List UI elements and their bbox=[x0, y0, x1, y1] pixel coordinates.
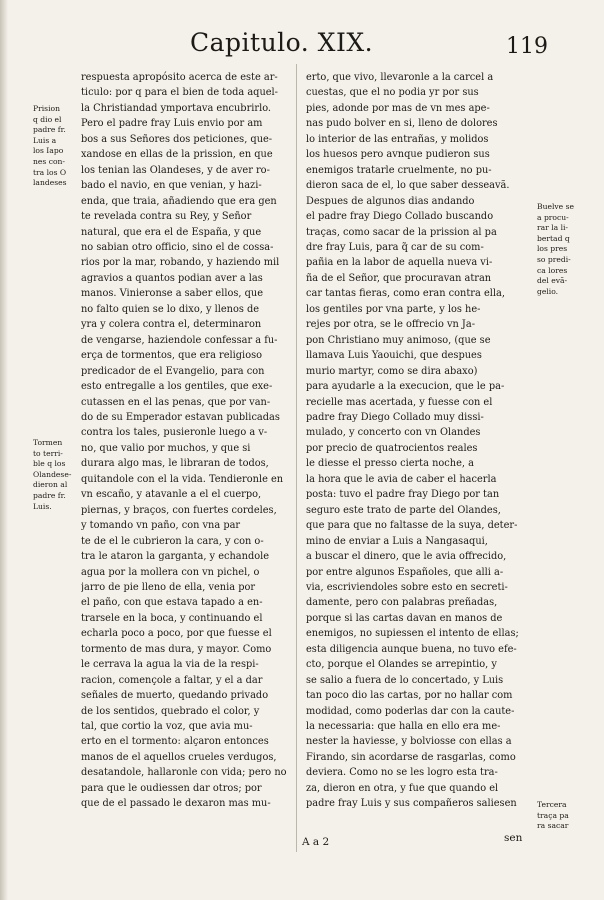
margin-note-line: los Iapo bbox=[33, 146, 64, 156]
text-line: ña de el Señor, que procuravan atran bbox=[306, 272, 492, 284]
text-line: dre fray Luis, para q̃ car de su com- bbox=[306, 241, 484, 253]
text-line: recielle mas acertada, y fuesse con el bbox=[306, 396, 493, 408]
margin-note-left-middle bbox=[33, 438, 79, 512]
text-line: lo interior de las entrañas, y molidos bbox=[306, 133, 489, 145]
margin-note-right-bottom bbox=[537, 800, 601, 832]
margin-note-line: tra los O bbox=[33, 167, 67, 177]
page-number: 119 bbox=[506, 34, 548, 59]
text-line: erto, que vivo, llevaronle a la carcel a bbox=[306, 72, 494, 83]
text-line: la Christiandad ymportava encubrirlo. bbox=[81, 102, 272, 114]
text-line: de vengarse, haziendole confessar a fu- bbox=[81, 334, 278, 346]
text-line: te revelada contra su Rey, y Señor bbox=[81, 211, 252, 223]
text-line: racion, començole a faltar, y el a dar bbox=[81, 674, 263, 686]
text-line: piernas, y braços, con fuertes cordeles, bbox=[81, 504, 277, 516]
text-line: predicador de el Evangelio, para con bbox=[81, 365, 265, 377]
text-line: via, escriviendoles sobre esto en secreti- bbox=[306, 581, 508, 593]
text-line: el padre fray Diego Collado buscando bbox=[306, 211, 494, 223]
text-line: tan poco dio las cartas, por no hallar com bbox=[306, 690, 513, 702]
margin-note-line: padre fr. bbox=[33, 490, 66, 500]
margin-note-line: Luis. bbox=[33, 501, 52, 511]
text-line: y tomando vn paño, con vna par bbox=[81, 520, 241, 532]
text-line: xandose en ellas de la prission, en que bbox=[81, 149, 273, 161]
text-line: manos de el aquellos crueles verdugos, bbox=[81, 751, 277, 763]
text-line: za, dieron en otra, y fue que quando el bbox=[306, 782, 499, 794]
text-line: llamava Luis Yaouichi, que despues bbox=[306, 350, 482, 362]
text-line: pon Christiano muy animoso, (que se bbox=[306, 334, 491, 346]
text-line: tormento de mas dura, y mayor. Como bbox=[81, 643, 272, 655]
margin-note-line: to terri- bbox=[33, 448, 63, 458]
text-line: le diesse el presso cierta noche, a bbox=[306, 458, 474, 470]
text-line: la hora que le avia de caber el hacerla bbox=[306, 473, 497, 485]
margin-note-line: Buelve se bbox=[537, 202, 574, 211]
text-line: erça de tormentos, que era religioso bbox=[81, 350, 263, 362]
text-line: esto entregalle a los gentiles, que exe- bbox=[81, 381, 273, 393]
text-line: padre fray Luis y sus compañeros saliesen bbox=[306, 798, 517, 810]
margin-note-line: q dio el bbox=[33, 114, 62, 124]
text-line: te de el le cubrieron la cara, y con o- bbox=[81, 535, 264, 547]
text-line: padre fray Diego Collado muy dissi- bbox=[306, 411, 484, 423]
margin-note-line: traça pa bbox=[537, 810, 569, 820]
text-line: quitandole con el la vida. Tendieronle en bbox=[81, 473, 284, 485]
text-line: damente, pero con palabras preñadas, bbox=[306, 597, 498, 609]
text-line: agravios a quantos podian aver a las bbox=[81, 272, 263, 284]
chapter-title: Capitulo. XIX. bbox=[190, 28, 374, 57]
text-line: dieron saca de el, lo que saber desseavã. bbox=[306, 180, 510, 192]
text-line: rejes por otra, se le offrecio vn Ja- bbox=[306, 319, 476, 331]
text-line: le cerrava la agua la via de la respi- bbox=[81, 659, 259, 671]
text-line: vn escaño, y atavanle a el el cuerpo, bbox=[81, 489, 262, 501]
column-divider bbox=[296, 64, 297, 852]
margin-note-line: Tercera bbox=[537, 800, 567, 809]
text-line: los huesos pero avnque pudieron sus bbox=[306, 149, 490, 161]
text-line: pañia en la labor de aquella nueva vi- bbox=[306, 257, 493, 269]
text-line: de los sentidos, quebrado el color, y bbox=[81, 705, 260, 717]
signature-mark: A a 2 bbox=[302, 836, 330, 848]
text-line: por entre algunos Españoles, que alli a- bbox=[306, 566, 504, 578]
text-line: no sabian otro officio, sino el de cossa- bbox=[81, 241, 274, 253]
text-line: car tantas fieras, como eran contra ella, bbox=[306, 288, 505, 300]
margin-note-line: rar la li- bbox=[537, 223, 568, 233]
text-line: enemigos, no supiessen el intento de ellas; bbox=[306, 628, 519, 640]
text-line: contra los tales, pusieronle luego a v- bbox=[81, 427, 268, 439]
text-line: se salio a fuera de lo concertado, y Luis bbox=[306, 674, 504, 686]
text-line: posta: tuvo el padre fray Diego por tan bbox=[306, 489, 500, 501]
text-line: la necessaria: que halla en ello era me- bbox=[306, 721, 501, 733]
text-line: modidad, como poderlas dar con la caute- bbox=[306, 705, 515, 717]
margin-note-line: Luis a bbox=[33, 135, 57, 145]
catchword: sen bbox=[504, 832, 523, 844]
margin-note-line: Tormen bbox=[33, 438, 63, 447]
text-line: no, que valio por muchos, y que si bbox=[81, 442, 251, 454]
margin-note-right-top bbox=[537, 202, 601, 297]
text-line: manos. Vinieronse a saber ellos, que bbox=[81, 288, 263, 300]
text-line: cto, porque el Olandes se arrepintio, y bbox=[306, 659, 497, 671]
text-line: echarla poco a poco, por que fuesse el bbox=[81, 628, 272, 640]
text-line: enemigos tratarle cruelmente, no pu- bbox=[306, 164, 492, 176]
text-line: señales de muerto, quedando privado bbox=[81, 690, 269, 702]
text-line: esta diligencia aunque buena, no tuvo efe- bbox=[306, 643, 517, 655]
text-line: a buscar el dinero, que le avia offrecido, bbox=[306, 551, 507, 563]
text-line: natural, que era el de España, y que bbox=[81, 226, 262, 238]
text-line: erto en el tormento: alçaron entonces bbox=[81, 736, 269, 748]
margin-note-line: landeses bbox=[33, 178, 67, 188]
text-line: respuesta apropósito acerca de este ar- bbox=[81, 72, 278, 83]
text-line: desatandole, hallaronle con vida; pero no bbox=[81, 767, 287, 779]
text-line: nas pudo bolver en si, lleno de dolores bbox=[306, 118, 498, 130]
text-line: pies, adonde por mas de vn mes ape- bbox=[306, 102, 490, 114]
text-line: deviera. Como no se les logro esta tra- bbox=[306, 767, 498, 779]
left-text-column bbox=[81, 70, 291, 812]
text-line: tra le ataron la garganta, y echandole bbox=[81, 551, 270, 563]
margin-note-line: a procu- bbox=[537, 212, 569, 222]
margin-note-line: nes con- bbox=[33, 156, 65, 166]
text-line: jarro de pie lleno de ella, venia por bbox=[81, 581, 256, 593]
text-line: bos a sus Señores dos peticiones, que- bbox=[81, 133, 273, 145]
text-line: que de el passado le dexaron mas mu- bbox=[81, 798, 271, 810]
margin-note-line: Prision bbox=[33, 104, 60, 113]
right-text-column bbox=[306, 70, 528, 812]
text-line: enda, que traia, añadiendo que era gen bbox=[81, 195, 277, 207]
text-line: murio martyr, como se dira abaxo) bbox=[306, 365, 478, 377]
margin-note-line: gelio. bbox=[537, 286, 559, 296]
text-line: porque si las cartas davan en manos de bbox=[306, 612, 503, 624]
text-line: Firando, sin acordarse de rasgarlas, como bbox=[306, 751, 516, 763]
margin-note-line: dieron al bbox=[33, 480, 68, 490]
text-line: agua por la mollera con vn pichel, o bbox=[81, 566, 260, 578]
text-line: para ayudarle a la execucion, que le pa- bbox=[306, 381, 505, 393]
text-line: traças, como sacar de la prission al pa bbox=[306, 226, 497, 238]
page-edge-shadow bbox=[0, 0, 8, 900]
text-line: trarsele en la boca, y continuando el bbox=[81, 612, 263, 624]
text-line: nester la haviesse, y bolviosse con ellas a bbox=[306, 736, 512, 748]
margin-note-line: so predi- bbox=[537, 254, 571, 264]
text-line: no falto quien se lo dixo, y llenos de bbox=[81, 303, 260, 315]
text-line: mino de enviar a Luis a Nangasaqui, bbox=[306, 535, 488, 547]
text-line: rios por la mar, robando, y haziendo mil bbox=[81, 257, 280, 269]
text-line: Despues de algunos dias andando bbox=[306, 195, 475, 207]
margin-note-left-top bbox=[33, 104, 79, 189]
margin-note-line: bertad q bbox=[537, 233, 570, 243]
text-line: los gentiles por vna parte, y los he- bbox=[306, 303, 481, 315]
text-line: por precio de quatrocientos reales bbox=[306, 442, 478, 454]
text-line: Pero el padre fray Luis envio por am bbox=[81, 118, 263, 130]
text-line: yra y colera contra el, determinaron bbox=[81, 319, 262, 331]
text-line: cutassen en el las penas, que por van- bbox=[81, 396, 271, 408]
text-line: cuestas, que el no podia yr por sus bbox=[306, 87, 479, 99]
margin-note-line: los pres bbox=[537, 244, 568, 254]
text-line: que para que no faltasse de la suya, deter- bbox=[306, 520, 518, 532]
margin-note-line: ble q los bbox=[33, 459, 66, 469]
text-line: el paño, con que estava tapado a en- bbox=[81, 597, 263, 609]
text-line: tal, que cortio la voz, que avia mu- bbox=[81, 721, 253, 733]
text-line: do de su Emperador estavan publicadas bbox=[81, 411, 280, 423]
text-line: durara algo mas, le libraran de todos, bbox=[81, 458, 269, 470]
text-line: bado el navio, en que venian, y hazi- bbox=[81, 180, 262, 192]
text-line: para que le oudiessen dar otros; por bbox=[81, 782, 262, 794]
margin-note-line: del evã- bbox=[537, 276, 568, 286]
text-line: los tenian las Olandeses, y de aver ro- bbox=[81, 164, 270, 176]
margin-note-line: padre fr. bbox=[33, 125, 66, 135]
margin-note-line: Olandese- bbox=[33, 469, 72, 479]
text-line: mulado, y concerto con vn Olandes bbox=[306, 427, 481, 439]
margin-note-line: ra sacar bbox=[537, 821, 569, 831]
text-line: seguro este trato de parte del Olandes, bbox=[306, 504, 501, 516]
margin-note-line: ca lores bbox=[537, 265, 568, 275]
text-line: ticulo: por q para el bien de toda aquel- bbox=[81, 87, 278, 99]
